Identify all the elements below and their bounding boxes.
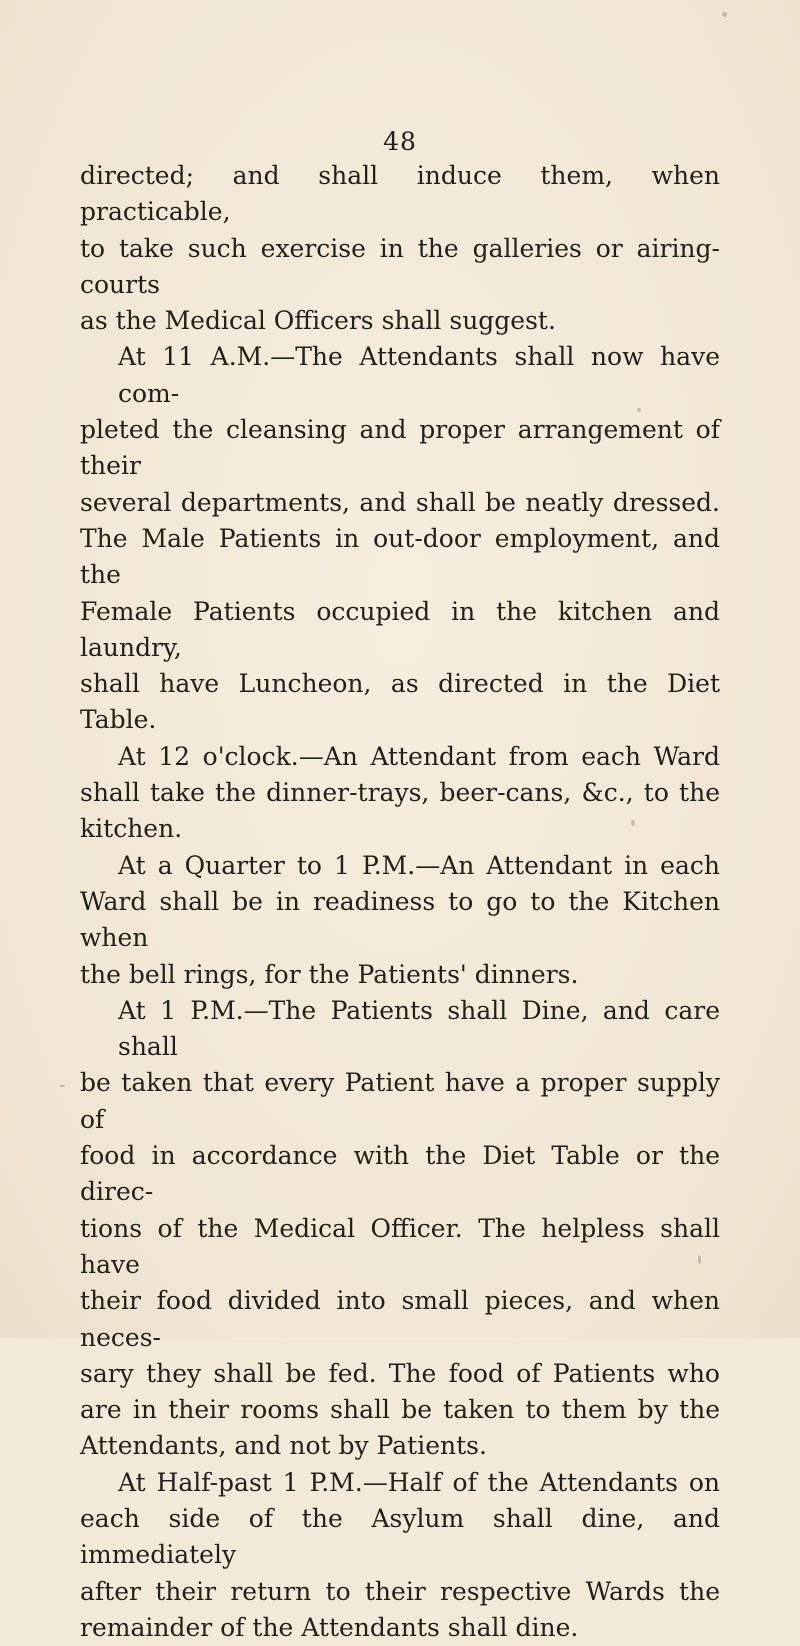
text-line: food in accordance with the Diet Table or the direc-	[80, 1141, 720, 1207]
text-line: At 11 A.M.—The Attendants shall now have com-	[118, 342, 720, 408]
paper-speck	[60, 1085, 65, 1087]
text-line: directed; and shall induce them, when practicable,	[80, 161, 720, 227]
text-line: are in their rooms shall be taken to them by the	[80, 1395, 720, 1425]
text-line: Ward shall be in readiness to go to the Kitchen when	[80, 886, 720, 953]
text-line: Attendants, and not by Patients.	[80, 1431, 487, 1461]
text-line: remainder of the Attendants shall dine.	[80, 1612, 579, 1642]
paper-speck	[637, 408, 641, 412]
paper-speck	[698, 1255, 701, 1264]
text-line: The Male Patients in out-door employment, and the	[80, 523, 720, 590]
text-line: each side of the Asylum shall dine, and immediately	[80, 1503, 720, 1570]
text-line: sary they shall be fed. The food of Patients who	[80, 1358, 720, 1388]
body-text	[80, 158, 720, 1646]
text-line: kitchen.	[80, 814, 183, 844]
text-line: the bell rings, for the Patients' dinners.	[80, 959, 579, 989]
text-line: At 12 o'clock.—An Attendant from each Ward	[118, 741, 720, 771]
text-line: shall take the dinner-trays, beer-cans, &c., to the	[80, 778, 720, 808]
text-line: At a Quarter to 1 P.M.—An Attendant in each	[118, 850, 720, 880]
text-line: At 1 P.M.—The Patients shall Dine, and care shall	[118, 995, 720, 1062]
paper-speck	[631, 820, 635, 826]
text-line: to take such exercise in the galleries or airing-courts	[80, 233, 720, 299]
text-line: be taken that every Patient have a proper supply of	[80, 1068, 720, 1134]
text-line: as the Medical Officers shall suggest.	[80, 306, 556, 336]
text-line: pleted the cleansing and proper arrangement of their	[80, 415, 720, 481]
page-number: 48	[383, 127, 417, 156]
text-line: their food divided into small pieces, and when neces-	[80, 1286, 720, 1352]
text-line: At Half-past 1 P.M.—Half of the Attendants on	[118, 1467, 720, 1497]
text-line: tions of the Medical Officer. The helpless shall have	[80, 1213, 720, 1279]
text-line: several departments, and shall be neatly dressed.	[80, 487, 720, 517]
text-line: shall have Luncheon, as directed in the Diet Table.	[80, 669, 720, 735]
paper-speck	[722, 12, 727, 17]
text-line: Female Patients occupied in the kitchen and laundry,	[80, 596, 720, 662]
text-line: after their return to their respective Wards the	[80, 1576, 720, 1606]
